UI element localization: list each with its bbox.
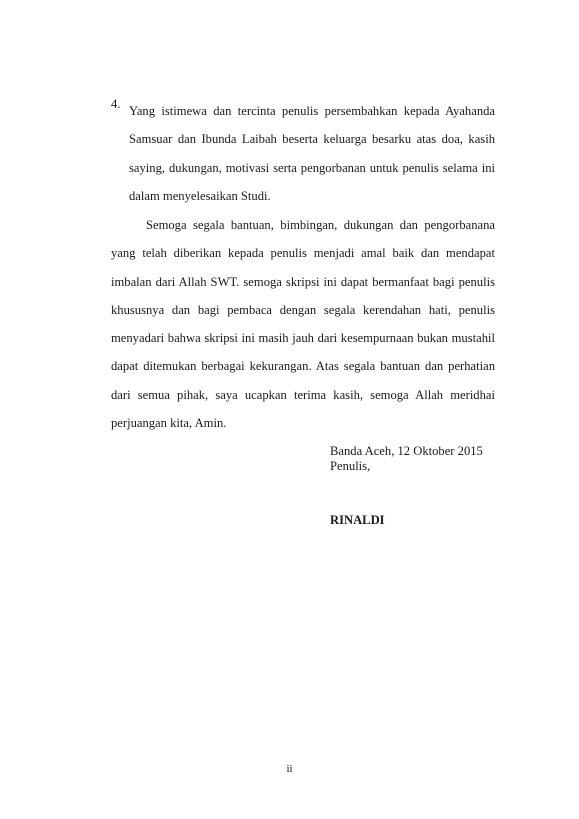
list-number: 4. bbox=[111, 97, 121, 111]
closing-paragraph: Semoga segala bantuan, bimbingan, dukungan dan pengorbanana yang telah diberikan kepada penulis menjadi amal baik dan mendapat imbalan dari Allah SWT. semoga skripsi ini dapat bermanfaat bagi penulis khususnya dan bagi pembaca dengan segala kerendahan hati, penulis menyadari bahwa skripsi ini masih jauh dari kesempurnaan bukan mustahil dapat ditemukan berbagai kekurangan. Atas segala bantuan dan perhatian dari semua pihak, saya ucapkan terima kasih, semoga Allah meridhai perjuangan kita, Amin. bbox=[111, 218, 495, 431]
signature-block bbox=[330, 444, 530, 474]
signature-role: Penulis, bbox=[330, 459, 371, 473]
signature-place-date: Banda Aceh, 12 Oktober 2015 bbox=[330, 444, 483, 458]
list-item-text: Yang istimewa dan tercinta penulis persembahkan kepada Ayahanda Samsuar dan Ibunda Laibah beserta keluarga besarku atas doa, kasih saying, dukungan, motivasi serta pengorbanan untuk penulis selama ini dalam menyelesaikan Studi. bbox=[129, 104, 495, 203]
page-number: ii bbox=[286, 763, 293, 775]
signature-name: RINALDI bbox=[330, 513, 385, 527]
